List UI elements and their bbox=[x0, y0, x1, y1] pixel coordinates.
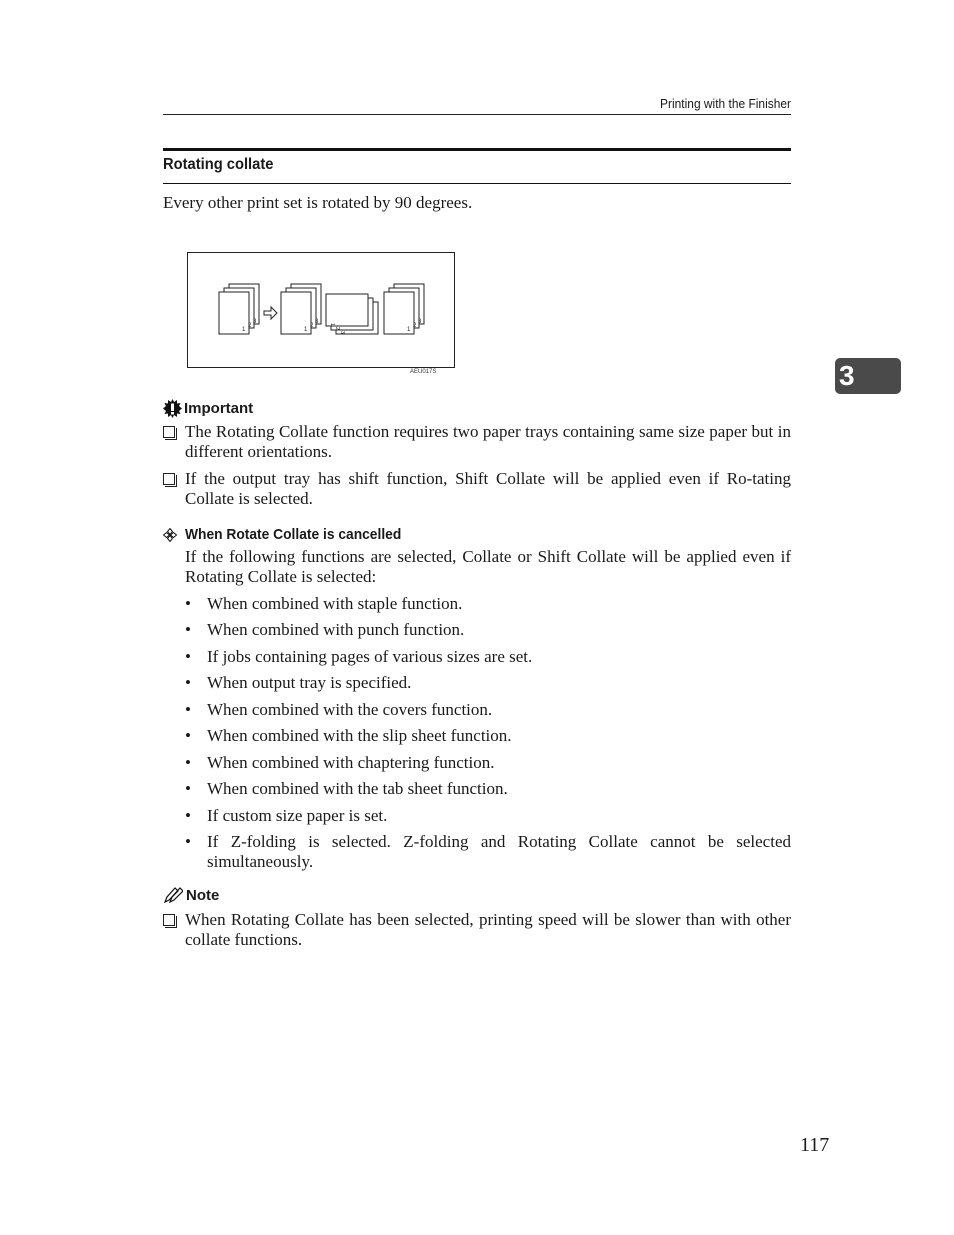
section-rule-bottom bbox=[163, 183, 791, 184]
note-item-text: When Rotating Collate has been selected, printing speed will be slower than with other collate functions. bbox=[185, 910, 791, 949]
list-item-text: When combined with the slip sheet function. bbox=[207, 726, 512, 745]
list-item bbox=[185, 753, 791, 773]
stack4-num-3: 3 bbox=[418, 319, 422, 325]
running-head: Printing with the Finisher bbox=[660, 96, 791, 111]
checkbox-icon bbox=[163, 914, 175, 926]
bullet-icon: • bbox=[185, 700, 191, 719]
important-item-text: If the output tray has shift function, Shift Collate will be applied even if Ro-tating Collate is selected. bbox=[185, 469, 791, 508]
bullet-icon: • bbox=[185, 753, 191, 772]
bullet-icon: • bbox=[185, 647, 191, 666]
page-number: 117 bbox=[800, 1134, 830, 1156]
collate-illustration bbox=[188, 253, 454, 367]
list-item bbox=[185, 620, 791, 640]
bullet-icon: • bbox=[185, 779, 191, 798]
list-item bbox=[185, 806, 791, 826]
cancelled-heading-label: When Rotate Collate is cancelled bbox=[185, 526, 402, 543]
list-item-text: When combined with punch function. bbox=[207, 620, 465, 639]
cancelled-heading bbox=[163, 526, 420, 543]
stack2-num-3: 3 bbox=[315, 319, 319, 325]
list-item bbox=[185, 594, 791, 614]
stack1-num-2: 2 bbox=[248, 323, 252, 329]
list-item bbox=[185, 647, 791, 667]
list-item-text: When combined with the tab sheet function. bbox=[207, 779, 508, 798]
stack1-num-1: 1 bbox=[242, 327, 246, 333]
figure-code: AEU017S bbox=[410, 369, 437, 375]
important-icon bbox=[163, 399, 182, 418]
important-heading bbox=[163, 399, 253, 418]
bullet-icon: • bbox=[185, 726, 191, 745]
important-item-2 bbox=[163, 469, 791, 509]
stack4-num-1: 1 bbox=[407, 327, 411, 333]
stack4-num-2: 2 bbox=[413, 323, 417, 329]
list-item bbox=[185, 779, 791, 799]
arrow-icon bbox=[264, 307, 277, 319]
bullet-icon: • bbox=[185, 832, 191, 851]
checkbox-icon bbox=[163, 426, 175, 438]
section-rule-top bbox=[163, 148, 791, 151]
list-item bbox=[185, 673, 791, 693]
list-item-text: When combined with staple function. bbox=[207, 594, 463, 613]
checkbox-icon bbox=[163, 473, 175, 485]
section-title: Rotating collate bbox=[163, 156, 274, 173]
intro-paragraph: Every other print set is rotated by 90 degrees. bbox=[163, 193, 473, 212]
note-item-1 bbox=[163, 910, 791, 950]
list-item-text: When combined with the covers function. bbox=[207, 700, 493, 719]
list-item-text: If custom size paper is set. bbox=[207, 806, 388, 825]
stack3-num-3: 3 bbox=[339, 331, 345, 334]
bullet-icon: • bbox=[185, 620, 191, 639]
stack3-num-2: 2 bbox=[334, 327, 340, 330]
stack3-sheet1 bbox=[326, 294, 368, 326]
stack2-num-2: 2 bbox=[310, 323, 314, 329]
list-item-text: When output tray is specified. bbox=[207, 673, 412, 692]
important-label: Important bbox=[184, 400, 254, 417]
stack2-num-1: 1 bbox=[304, 327, 308, 333]
note-heading bbox=[163, 886, 219, 904]
list-item bbox=[185, 832, 791, 872]
rotating-collate-figure bbox=[187, 252, 455, 368]
diamond-bullet-icon bbox=[163, 528, 177, 542]
list-item-text: If Z-folding is selected. Z-folding and Rotating Collate cannot be selected simultaneously. bbox=[207, 832, 791, 871]
list-item-text: When combined with chaptering function. bbox=[207, 753, 495, 772]
list-item bbox=[185, 700, 791, 720]
header-rule bbox=[163, 114, 791, 115]
bullet-icon: • bbox=[185, 594, 191, 613]
chapter-tab: 3 bbox=[835, 358, 901, 394]
list-item bbox=[185, 726, 791, 746]
stack1-num-3: 3 bbox=[253, 319, 257, 325]
cancelled-paragraph: If the following functions are selected, Collate or Shift Collate will be applied even if Rotating Collate is selected: bbox=[185, 547, 791, 586]
bullet-icon: • bbox=[185, 673, 191, 692]
important-item-text: The Rotating Collate function requires two paper trays containing same size paper but in different orientations. bbox=[185, 422, 791, 461]
bullet-icon: • bbox=[185, 806, 191, 825]
note-label: Note bbox=[186, 886, 220, 904]
stack3-num-1: 1 bbox=[329, 323, 335, 326]
important-item-1 bbox=[163, 422, 791, 462]
pencil-icon bbox=[163, 886, 183, 904]
list-item-text: If jobs containing pages of various sizes are set. bbox=[207, 647, 533, 666]
